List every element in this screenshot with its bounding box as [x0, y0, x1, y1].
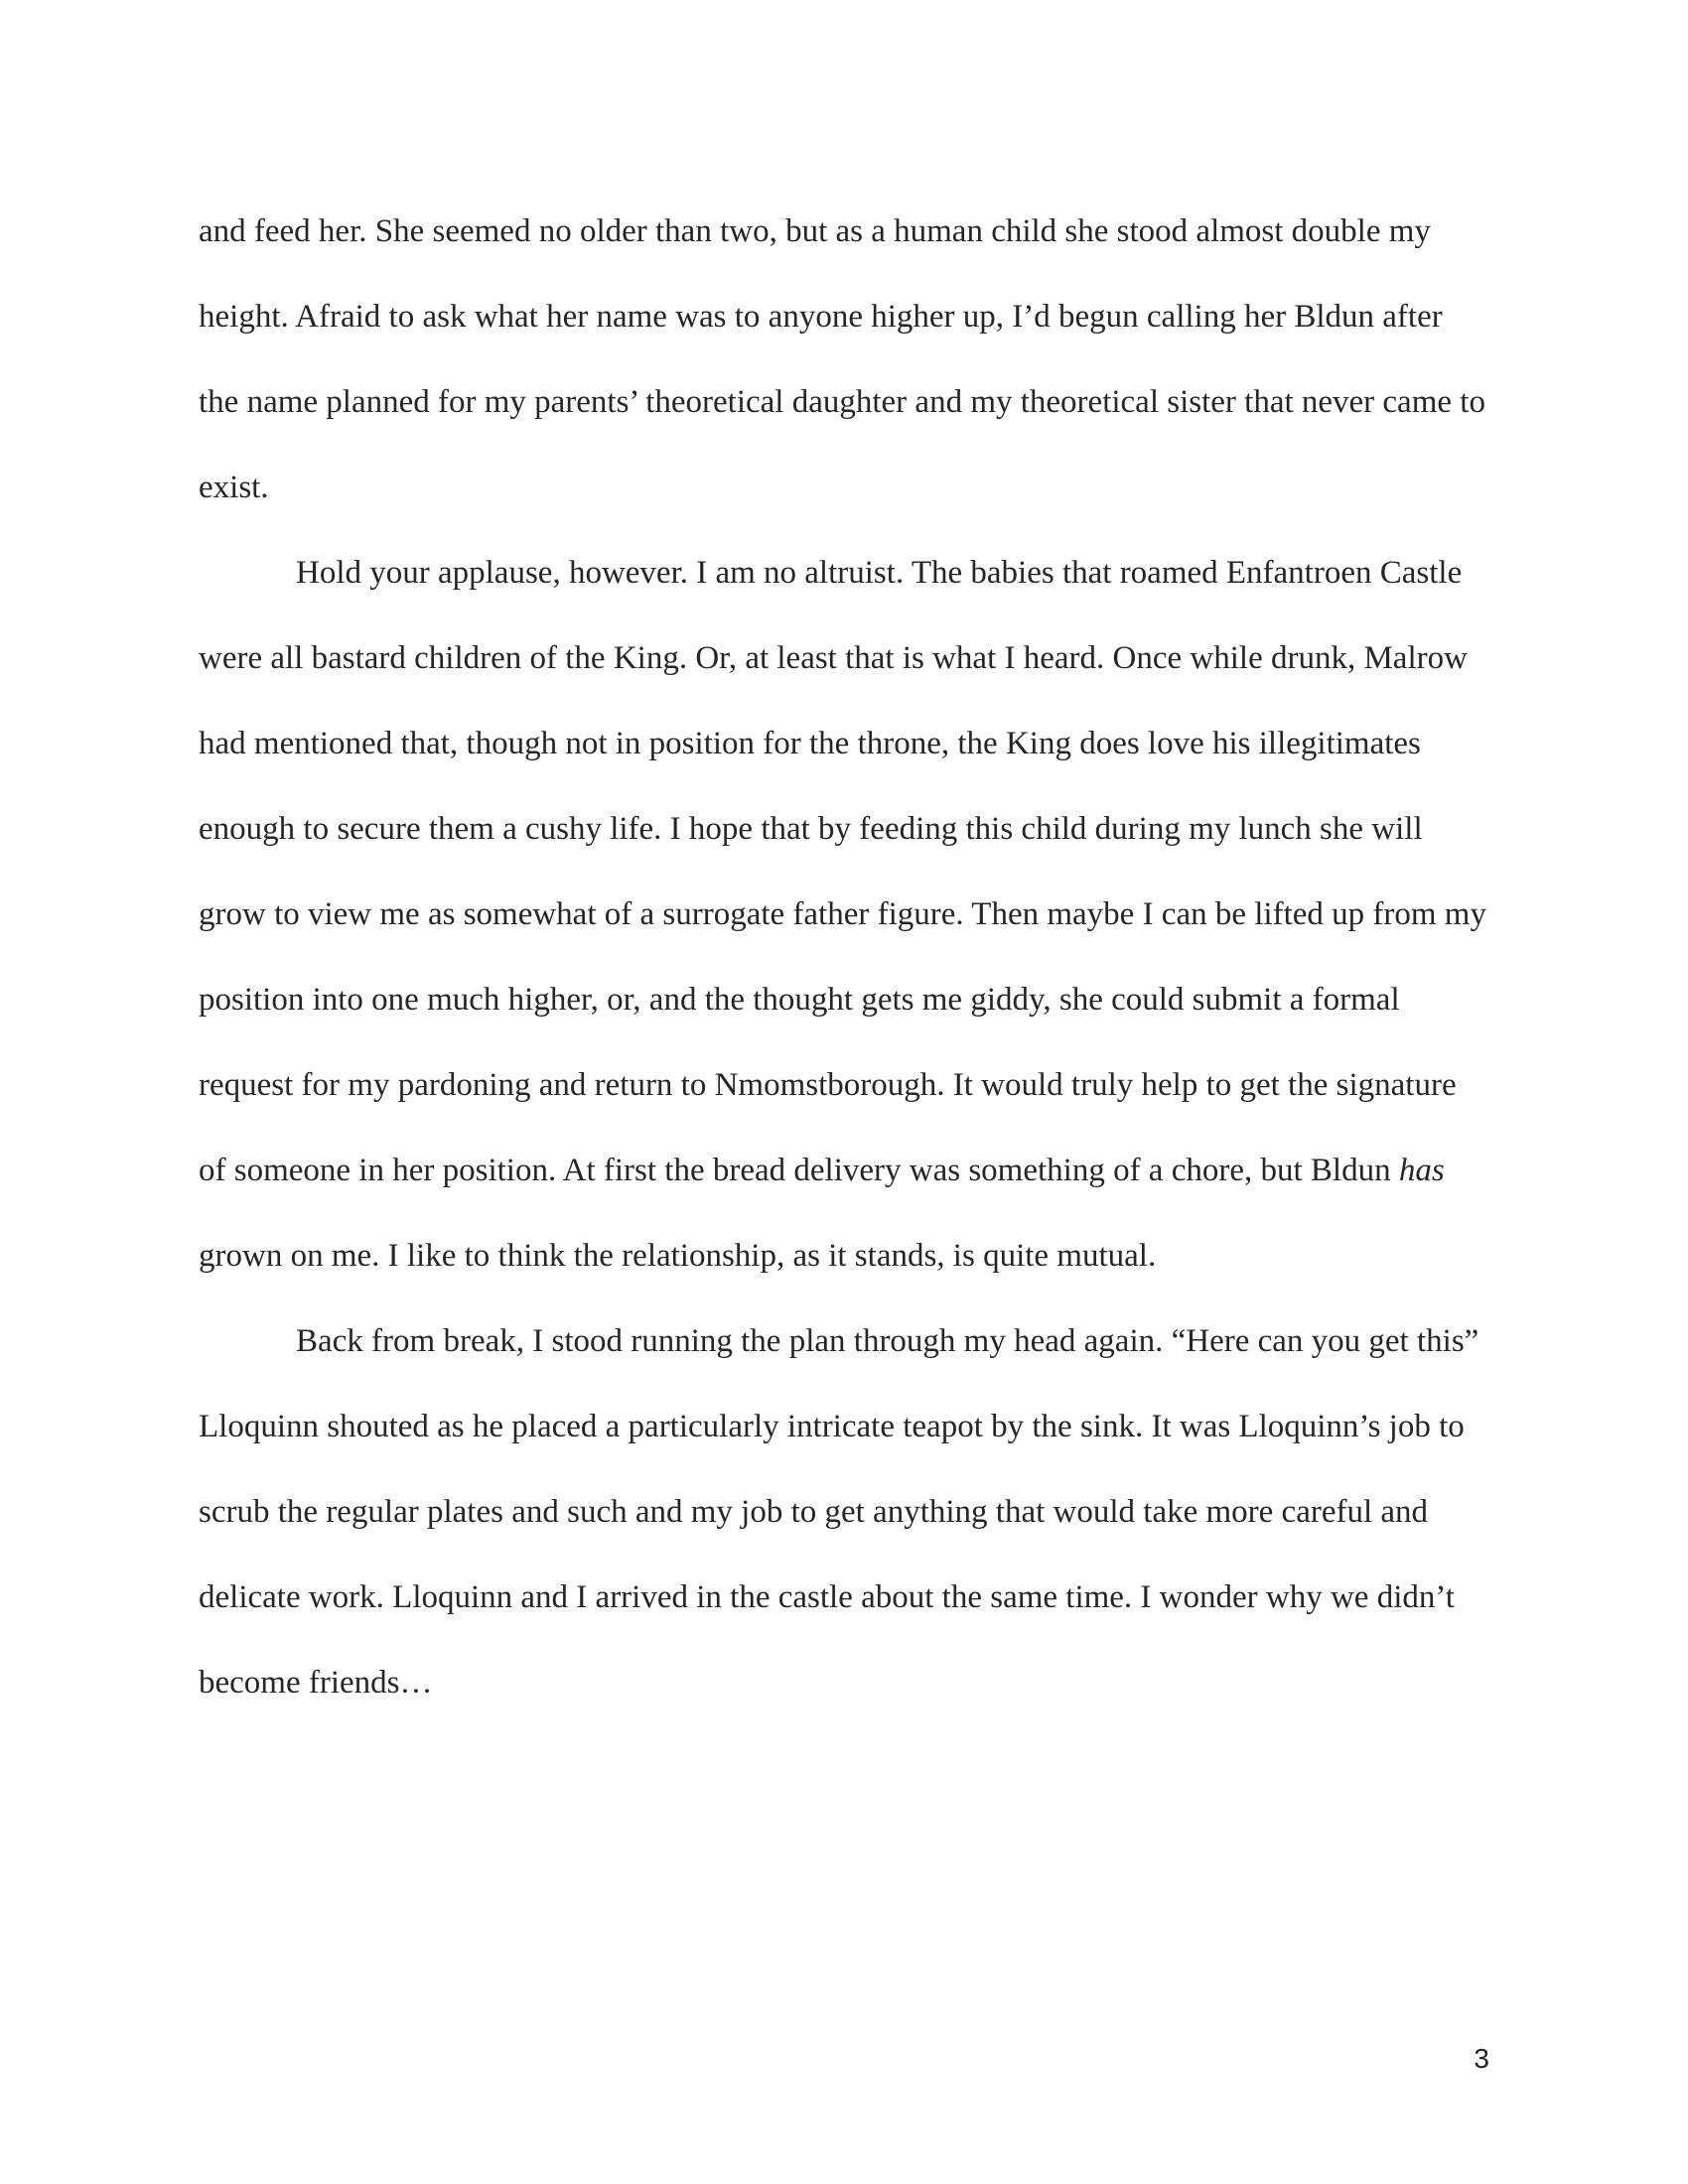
paragraph-3-text: Back from break, I stood running the plan through my head again. “Here can you get this” Lloquinn shouted as he placed a particularly intricate teapot by the sink. It was Lloquinn’s job to scrub the regular plates and such and my job to get anything that would take more careful and delicate work. Lloquinn and I arrived in the castle about the same time. I wonder why we didn’t become friends… [199, 1323, 1479, 1701]
paragraph-2-text-after: grown on me. I like to think the relationship, as it stands, is quite mutual. [199, 1238, 1157, 1274]
paragraph-2 [199, 530, 1489, 1298]
paragraph-2-text: Hold your applause, however. I am no altruist. The babies that roamed Enfantroen Castle were all bastard children of the King. Or, at least that is what I heard. Once while drunk, Malrow had mentioned that, though not in position for the throne, the King does love his illegitimates enough to secure them a cushy life. I hope that by feeding this child during my lunch she will grow to view me as somewhat of a surrogate father figure. Then maybe I can be lifted up from my position into one much higher, or, and the thought gets me giddy, she could submit a formal request for my pardoning and return to Nmomstborough. It would truly help to get the signature of someone in her position. At first the bread delivery was something of a chore, but Bldun [199, 555, 1486, 1188]
paragraph-1 [199, 189, 1489, 530]
page-number: 3 [1474, 2043, 1489, 2074]
body-text [199, 189, 1489, 1725]
paragraph-1-text: and feed her. She seemed no older than two, but as a human child she stood almost double my height. Afraid to ask what her name was to anyone higher up, I’d begun calling her Bldun after the name planned for my parents’ theoretical daughter and my theoretical sister that never came to exist. [199, 213, 1485, 505]
paragraph-2-emphasis: has [1398, 1153, 1445, 1188]
paragraph-3 [199, 1298, 1489, 1725]
